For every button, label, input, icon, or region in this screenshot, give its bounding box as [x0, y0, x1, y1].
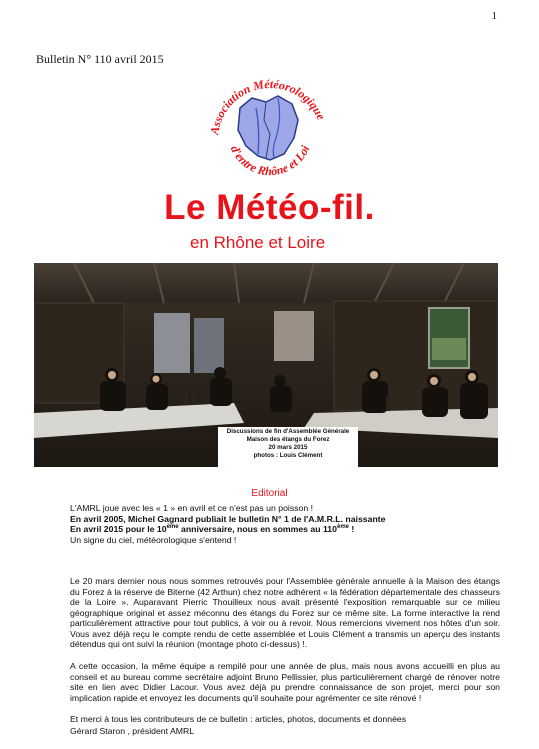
bulletin-number: Bulletin N° 110 avril 2015 — [36, 52, 164, 66]
map-shape — [238, 96, 298, 160]
caption-line-1: Discussions de fin d'Assemblée Générale — [226, 428, 350, 435]
intro-superscript-2: ème — [336, 524, 349, 531]
editorial-heading: Editorial — [251, 488, 288, 499]
intro-line-3-part-b: anniversaire, nous en sommes au 110 — [178, 524, 337, 534]
caption-line-3: 20 mars 2015 — [268, 444, 308, 451]
intro-superscript-1: ème — [166, 524, 179, 531]
paragraph-1-text: Le 20 mars dernier nous nous sommes retrouvés pour l'Assemblée générale annuelle à la Maison des étangs du Forez à la réserve de Biterne (42 Arthun) chez notre adhérent « la fédération départementale des chasseurs de la Loire ». Auparavant Pierric Thouilleux nous avait présenté l'exposition remarquable sur ce milieu géographique original et assez méconnu des étangs du Forez sur ce même site. La forme interactive la rend particulièrement attractive pour tout publics, à voir ou à revoir. Nous remercions vivement nos hôtes d'un soir. Vous avez déjà reçu le compte rendu de cette assemblée et Louis Clément a transmis un aperçu des instants détendus qui ont suivi la réunion (montage photo ci-dessus) !. — [70, 576, 500, 649]
association-logo — [200, 68, 340, 198]
paragraph-2-text: A cette occasion, la même équipe a rempilé pour une année de plus, mais nous avons accueilli en plus au conseil et au bureau comme secrétaire adjoint Bruno Pellissier, plus particulièrement chargé de rénover notre site en lien avec Didier Lacour. Vous avez déjà pu prendre connaissance de son projet, merci pour son implication rapide et envoyez les documents qu'il souhaite pour agrémenter ce site rénové ! — [70, 661, 500, 703]
closing-thanks: Et merci à tous les contributeurs de ce bulletin : articles, photos, documents et données — [70, 714, 407, 724]
intro-line-2: En avril 2005, Michel Gagnard publiait le bulletin N° 1 de l'A.M.R.L. naissante — [70, 513, 386, 524]
paragraph-team — [70, 661, 500, 703]
svg-text:Association Météorologique: Association Météorologique — [207, 76, 329, 136]
intro-line-1: L'AMRL joue avec les « 1 » en avril et ce n'est pas un poisson ! — [70, 503, 314, 513]
logo-graphic — [200, 68, 340, 198]
intro-line-3 — [70, 524, 470, 535]
editorial-intro — [70, 503, 470, 545]
caption-line-4: photos : Louis Clément — [253, 452, 323, 459]
paragraph-assembly — [70, 576, 500, 650]
intro-line-4: Un signe du ciel, météorologique s'entend ! — [70, 534, 237, 545]
photo-caption — [218, 427, 358, 470]
newsletter-title: Le Météo-fil. — [164, 188, 375, 227]
intro-line-3-part-c: ! — [349, 524, 355, 534]
newsletter-subtitle: en Rhône et Loire — [190, 233, 326, 252]
caption-line-2: Maison des étangs du Forez — [246, 436, 330, 443]
signature: Gérard Staron , président AMRL — [70, 726, 195, 736]
page-number: 1 — [491, 10, 497, 22]
svg-text:d'entre Rhône et Loire: d'entre Rhône et Loi — [227, 143, 313, 179]
intro-line-3-part-a: En avril 2015 pour le 10 — [70, 524, 167, 534]
